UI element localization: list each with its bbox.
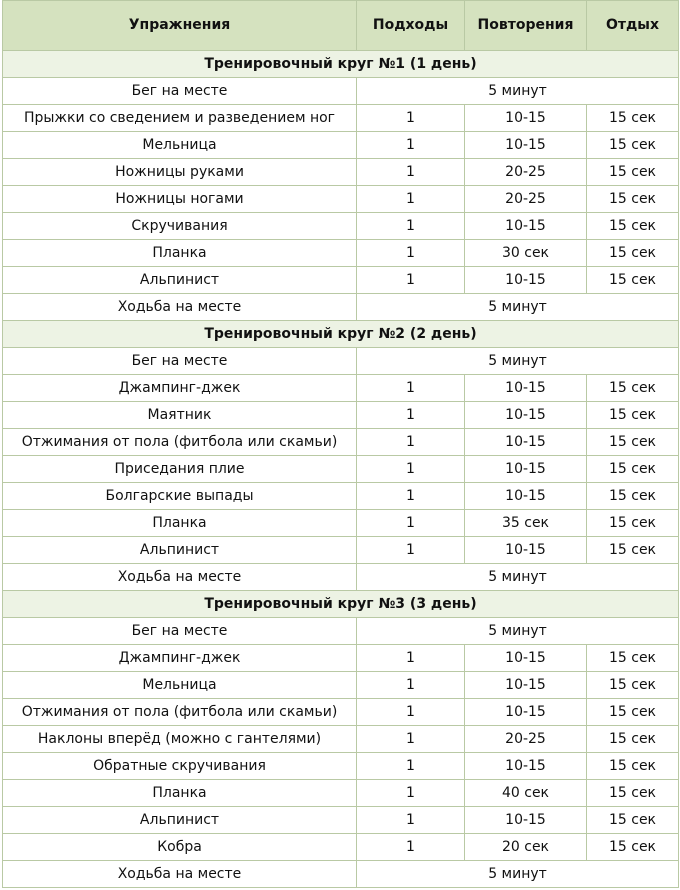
reps-cell: 10-15 <box>465 645 587 672</box>
sets-cell: 1 <box>357 429 465 456</box>
exercise-name-cell: Планка <box>3 780 357 807</box>
table-row <box>3 780 679 807</box>
sets-cell: 1 <box>357 699 465 726</box>
header-exercise: Упражнения <box>3 1 357 51</box>
reps-cell: 30 сек <box>465 240 587 267</box>
sets-cell: 1 <box>357 159 465 186</box>
exercise-name-cell: Прыжки со сведением и разведением ног <box>3 105 357 132</box>
reps-cell: 10-15 <box>465 483 587 510</box>
table-row <box>3 726 679 753</box>
rest-cell: 15 сек <box>587 429 679 456</box>
sets-cell: 1 <box>357 672 465 699</box>
sets-cell: 1 <box>357 834 465 861</box>
duration-cell: 5 минут <box>357 564 679 591</box>
section-title: Тренировочный круг №2 (2 день) <box>3 321 679 348</box>
sets-cell: 1 <box>357 402 465 429</box>
table-row <box>3 78 679 105</box>
table-row <box>3 672 679 699</box>
reps-cell: 10-15 <box>465 753 587 780</box>
exercise-name-cell: Ножницы руками <box>3 159 357 186</box>
rest-cell: 15 сек <box>587 132 679 159</box>
sets-cell: 1 <box>357 726 465 753</box>
table-row <box>3 807 679 834</box>
table-row <box>3 753 679 780</box>
exercise-name-cell: Болгарские выпады <box>3 483 357 510</box>
exercise-name-cell: Бег на месте <box>3 618 357 645</box>
reps-cell: 20 сек <box>465 834 587 861</box>
sets-cell: 1 <box>357 375 465 402</box>
rest-cell: 15 сек <box>587 753 679 780</box>
exercise-name-cell: Отжимания от пола (фитбола или скамьи) <box>3 429 357 456</box>
table-row <box>3 159 679 186</box>
exercise-name-cell: Альпинист <box>3 807 357 834</box>
table-row <box>3 105 679 132</box>
sets-cell: 1 <box>357 780 465 807</box>
table-row <box>3 375 679 402</box>
section-header-row <box>3 321 679 348</box>
sets-cell: 1 <box>357 753 465 780</box>
rest-cell: 15 сек <box>587 510 679 537</box>
section-title: Тренировочный круг №1 (1 день) <box>3 51 679 78</box>
rest-cell: 15 сек <box>587 186 679 213</box>
table-row <box>3 564 679 591</box>
exercise-name-cell: Джампинг-джек <box>3 645 357 672</box>
reps-cell: 20-25 <box>465 186 587 213</box>
exercise-name-cell: Ножницы ногами <box>3 186 357 213</box>
exercise-name-cell: Альпинист <box>3 537 357 564</box>
table-row <box>3 240 679 267</box>
exercise-name-cell: Ходьба на месте <box>3 861 357 888</box>
table-row <box>3 483 679 510</box>
table-row <box>3 645 679 672</box>
header-reps: Повторения <box>465 1 587 51</box>
sets-cell: 1 <box>357 483 465 510</box>
reps-cell: 20-25 <box>465 726 587 753</box>
reps-cell: 10-15 <box>465 537 587 564</box>
sets-cell: 1 <box>357 510 465 537</box>
header-rest: Отдых <box>587 1 679 51</box>
table-row <box>3 402 679 429</box>
reps-cell: 10-15 <box>465 267 587 294</box>
exercise-name-cell: Планка <box>3 510 357 537</box>
sets-cell: 1 <box>357 213 465 240</box>
exercise-name-cell: Скручивания <box>3 213 357 240</box>
table-row <box>3 213 679 240</box>
exercise-name-cell: Мельница <box>3 672 357 699</box>
sets-cell: 1 <box>357 456 465 483</box>
rest-cell: 15 сек <box>587 699 679 726</box>
reps-cell: 10-15 <box>465 105 587 132</box>
duration-cell: 5 минут <box>357 294 679 321</box>
section-title: Тренировочный круг №3 (3 день) <box>3 591 679 618</box>
header-sets: Подходы <box>357 1 465 51</box>
reps-cell: 10-15 <box>465 132 587 159</box>
exercise-name-cell: Альпинист <box>3 267 357 294</box>
exercise-name-cell: Приседания плие <box>3 456 357 483</box>
exercise-name-cell: Наклоны вперёд (можно с гантелями) <box>3 726 357 753</box>
reps-cell: 10-15 <box>465 402 587 429</box>
exercise-name-cell: Обратные скручивания <box>3 753 357 780</box>
table-row <box>3 132 679 159</box>
table-row <box>3 537 679 564</box>
table-row <box>3 699 679 726</box>
table-row <box>3 456 679 483</box>
table-row <box>3 510 679 537</box>
exercise-name-cell: Отжимания от пола (фитбола или скамьи) <box>3 699 357 726</box>
reps-cell: 10-15 <box>465 456 587 483</box>
rest-cell: 15 сек <box>587 726 679 753</box>
section-header-row <box>3 51 679 78</box>
table-body <box>3 51 679 888</box>
exercise-name-cell: Бег на месте <box>3 348 357 375</box>
sets-cell: 1 <box>357 105 465 132</box>
table-row <box>3 834 679 861</box>
sets-cell: 1 <box>357 807 465 834</box>
sets-cell: 1 <box>357 267 465 294</box>
exercise-name-cell: Планка <box>3 240 357 267</box>
reps-cell: 10-15 <box>465 429 587 456</box>
duration-cell: 5 минут <box>357 348 679 375</box>
reps-cell: 10-15 <box>465 375 587 402</box>
duration-cell: 5 минут <box>357 78 679 105</box>
reps-cell: 20-25 <box>465 159 587 186</box>
table-row <box>3 294 679 321</box>
rest-cell: 15 сек <box>587 402 679 429</box>
rest-cell: 15 сек <box>587 213 679 240</box>
reps-cell: 10-15 <box>465 213 587 240</box>
table-row <box>3 861 679 888</box>
duration-cell: 5 минут <box>357 618 679 645</box>
table-row <box>3 267 679 294</box>
rest-cell: 15 сек <box>587 483 679 510</box>
table-header <box>3 1 679 51</box>
rest-cell: 15 сек <box>587 159 679 186</box>
rest-cell: 15 сек <box>587 645 679 672</box>
reps-cell: 10-15 <box>465 807 587 834</box>
rest-cell: 15 сек <box>587 240 679 267</box>
sets-cell: 1 <box>357 645 465 672</box>
table-row <box>3 348 679 375</box>
exercise-name-cell: Ходьба на месте <box>3 294 357 321</box>
table-row <box>3 618 679 645</box>
rest-cell: 15 сек <box>587 834 679 861</box>
reps-cell: 35 сек <box>465 510 587 537</box>
table-row <box>3 186 679 213</box>
exercise-name-cell: Джампинг-джек <box>3 375 357 402</box>
reps-cell: 10-15 <box>465 699 587 726</box>
rest-cell: 15 сек <box>587 807 679 834</box>
sets-cell: 1 <box>357 240 465 267</box>
sets-cell: 1 <box>357 132 465 159</box>
duration-cell: 5 минут <box>357 861 679 888</box>
rest-cell: 15 сек <box>587 375 679 402</box>
workout-table <box>2 0 679 888</box>
header-row <box>3 1 679 51</box>
reps-cell: 40 сек <box>465 780 587 807</box>
exercise-name-cell: Кобра <box>3 834 357 861</box>
exercise-name-cell: Бег на месте <box>3 78 357 105</box>
table-row <box>3 429 679 456</box>
exercise-name-cell: Мельница <box>3 132 357 159</box>
reps-cell: 10-15 <box>465 672 587 699</box>
section-header-row <box>3 591 679 618</box>
exercise-name-cell: Маятник <box>3 402 357 429</box>
sets-cell: 1 <box>357 186 465 213</box>
sets-cell: 1 <box>357 537 465 564</box>
rest-cell: 15 сек <box>587 672 679 699</box>
rest-cell: 15 сек <box>587 105 679 132</box>
rest-cell: 15 сек <box>587 267 679 294</box>
rest-cell: 15 сек <box>587 537 679 564</box>
exercise-name-cell: Ходьба на месте <box>3 564 357 591</box>
rest-cell: 15 сек <box>587 456 679 483</box>
rest-cell: 15 сек <box>587 780 679 807</box>
